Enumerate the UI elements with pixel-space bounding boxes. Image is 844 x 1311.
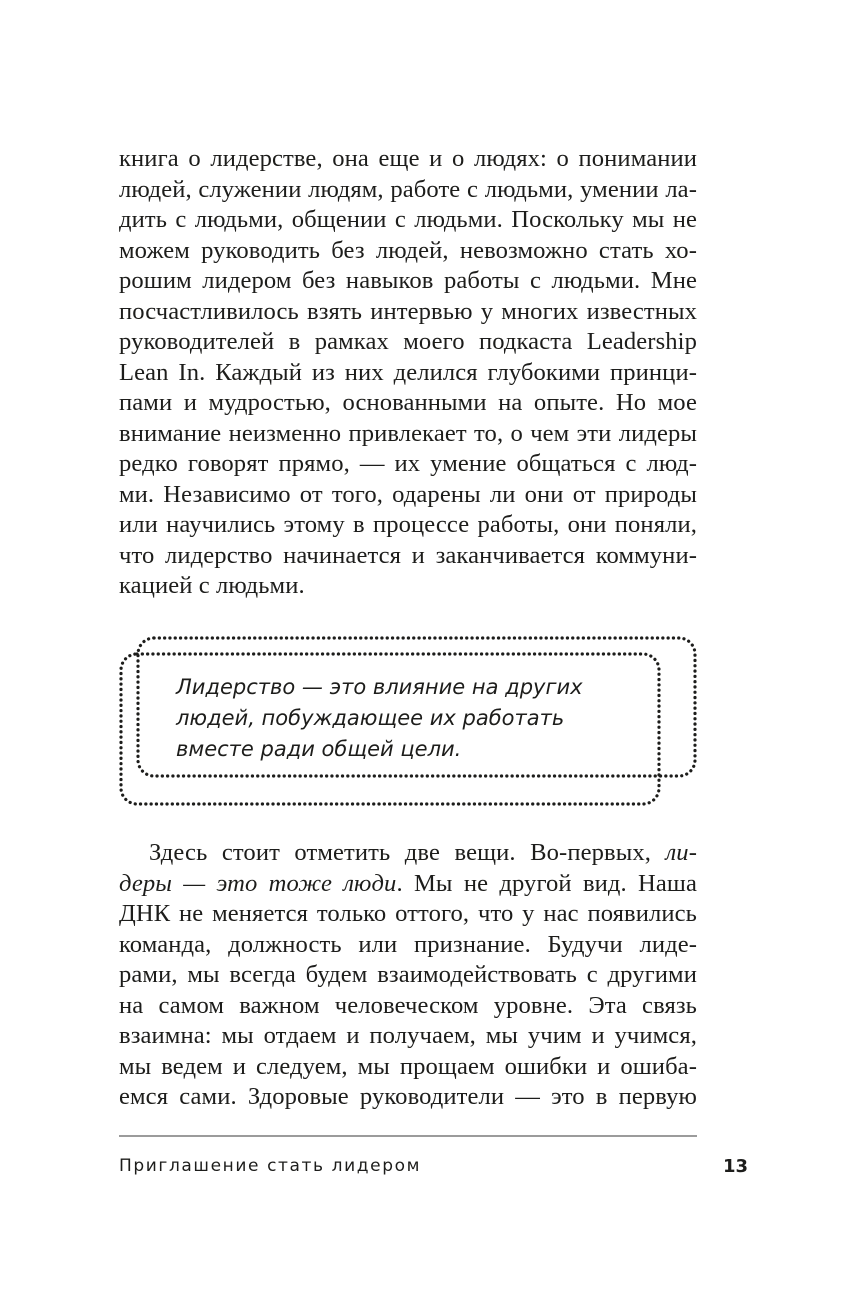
text-line — [119, 838, 697, 869]
text-line: дить с людьми, общении с людьми. Поскольку мы не — [119, 206, 697, 233]
quote-line: людей, побуждающее их работать — [176, 706, 565, 730]
text-line: или научились этому в процессе работы, они поняли, — [119, 511, 697, 538]
body-paragraph-1 — [119, 144, 697, 602]
footer-divider — [119, 1135, 697, 1137]
text-line: на самом важном человеческом уровне. Эта связь — [119, 991, 697, 1019]
text-line: емся сами. Здоровые руководители — это в первую — [119, 1083, 697, 1110]
text-line — [119, 869, 697, 900]
text-line: рами, мы всегда будем взаимодействовать с другими — [119, 961, 697, 988]
emphasis-text: ли- — [665, 839, 697, 866]
text-line: кацией с людьми. — [119, 572, 305, 599]
text-line: руководителей в рамках моего подкаста Leadership — [119, 328, 697, 355]
text-line: команда, должность или признание. Будучи лиде- — [119, 930, 697, 958]
running-title: Приглашение стать лидером — [119, 1156, 422, 1176]
text-line: внимание неизменно привлекает то, о чем эти лидеры — [119, 419, 697, 447]
text-run: . Мы не другой вид. Наша — [396, 869, 697, 897]
text-line: рошим лидером без навыков работы с людьми. Мне — [119, 267, 697, 294]
text-line: ДНК не меняется только оттого, что у нас появились — [119, 900, 697, 927]
text-line: можем руководить без людей, невозможно стать хо- — [119, 236, 697, 264]
text-line: посчастливилось взять интервью у многих известных — [119, 297, 697, 325]
text-line: взаимна: мы отдаем и получаем, мы учим и учимся, — [119, 1022, 697, 1049]
text-line: пами и мудростью, основанными на опыте. Но мое — [119, 389, 697, 416]
text-run: Здесь стоит отметить две вещи. Во-первых, — [149, 839, 666, 866]
text-line: Lean In. Каждый из них делился глубокими принци- — [119, 358, 697, 386]
text-line: что лидерство начинается и заканчивается коммуни- — [119, 541, 697, 569]
body-paragraph-2 — [119, 838, 697, 1113]
text-line: редко говорят прямо, — их умение общаться с люд- — [119, 450, 697, 477]
text-line: книга о лидерстве, она еще и о людях: о понимании — [119, 145, 697, 172]
quote-line: Лидерство — это влияние на других — [176, 675, 583, 699]
pull-quote — [176, 672, 636, 765]
page-number: 13 — [722, 1156, 748, 1177]
text-line: мы ведем и следуем, мы прощаем ошибки и ошиба- — [119, 1052, 697, 1080]
quote-line: вместе ради общей цели. — [176, 737, 462, 761]
emphasis-text: деры — это тоже люди — [119, 869, 397, 897]
text-line: людей, служении людям, работе с людьми, умении ла- — [119, 175, 697, 203]
text-line: ми. Независимо от того, одарены ли они от природы — [119, 480, 697, 508]
